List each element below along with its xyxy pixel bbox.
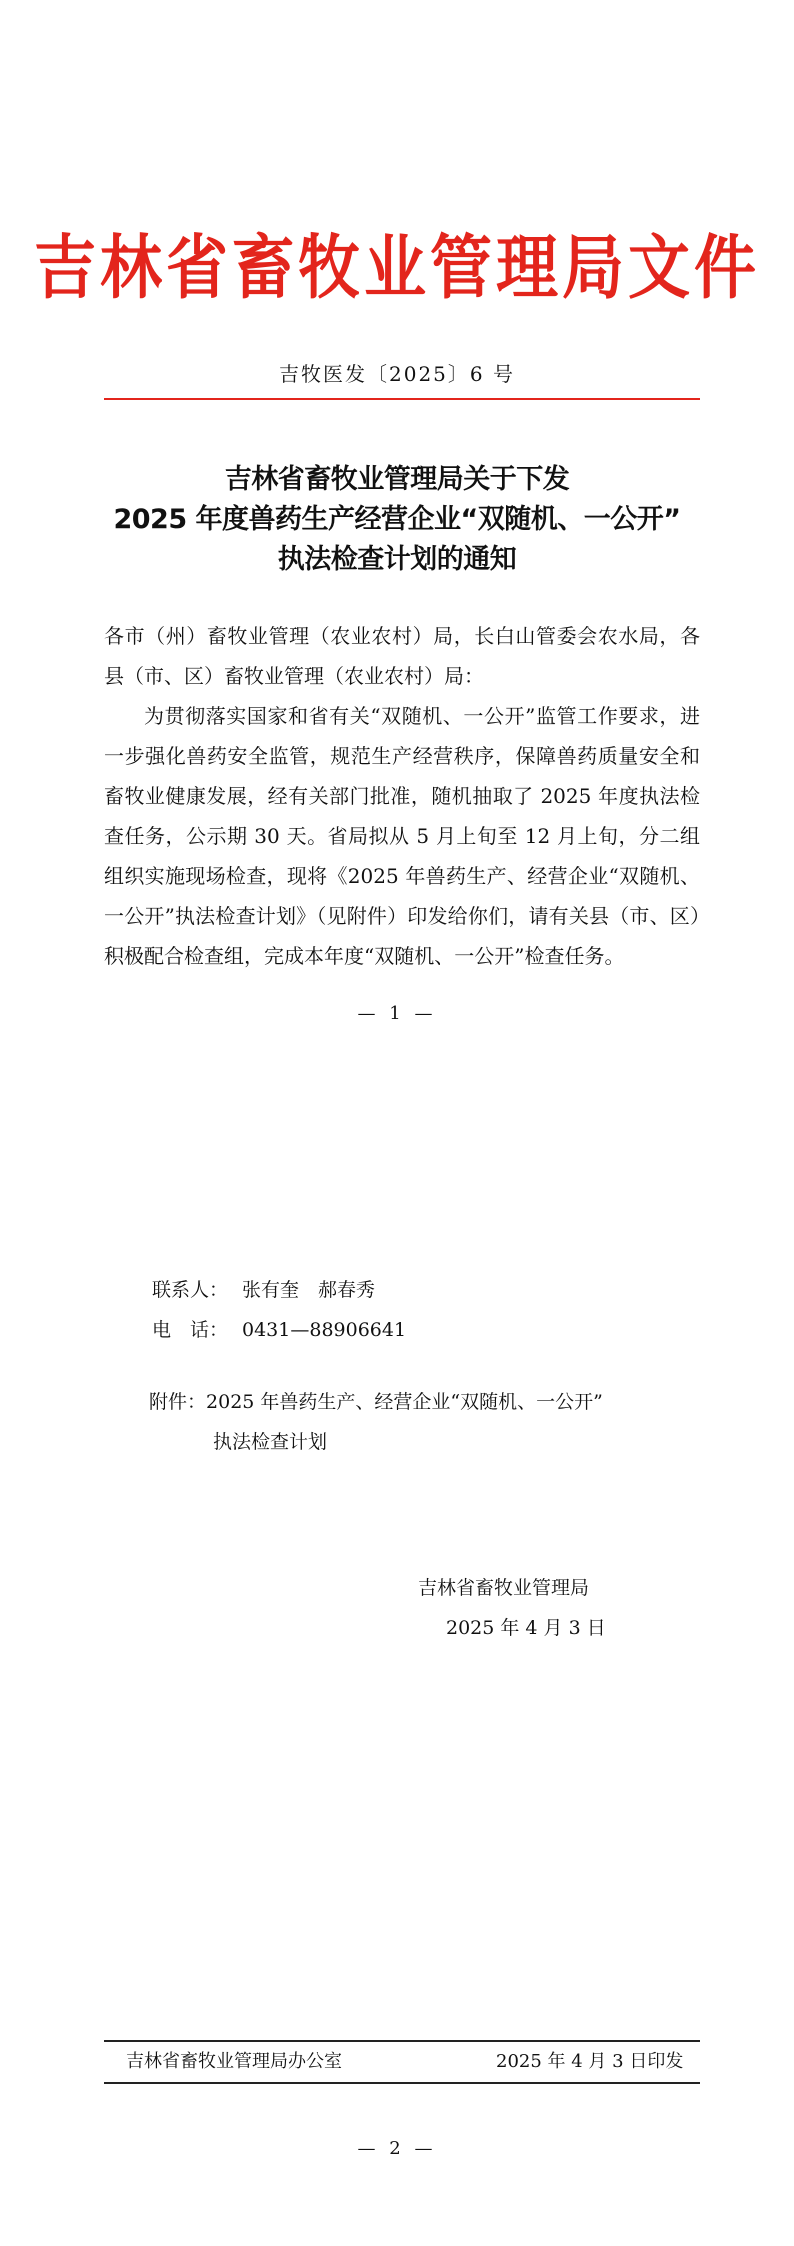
footer-issuing-office: 吉林省畜牧业管理局办公室 [126, 2051, 342, 2072]
signature-org: 吉林省畜牧业管理局 [418, 1577, 590, 1599]
attachment-block [149, 1382, 709, 1462]
contact-person-row [152, 1270, 406, 1310]
attachment-title-line-2: 执法检查计划 [213, 1431, 328, 1453]
page-number-2: — 2 — [357, 2138, 437, 2159]
notice-title [0, 460, 794, 580]
attachment-title-line-1: 2025 年兽药生产、经营企业“双随机、一公开” [206, 1391, 603, 1413]
signature-date: 2025 年 4 月 3 日 [446, 1617, 606, 1639]
footer-print-date: 2025 年 4 月 3 日印发 [496, 2051, 684, 2072]
footer-bottom-rule [104, 2082, 700, 2084]
footer-top-rule [104, 2040, 700, 2042]
body-paragraph: 为贯彻落实国家和省有关“双随机、一公开”监管工作要求，进一步强化兽药安全监管，规范生产经营秩序，保障兽药质量安全和畜牧业健康发展，经有关部门批准，随机抽取了 2025 年度执法检查任务，公示期 30 天。省局拟从 5 月上旬至 12 月上旬，分二组组织实施现场检查，现将《2025 年兽药生产、经营企业“双随机、一公开”执法检查计划》（见附件）印发给你们，请有关县（市、区）积极配合检查组，完成本年度“双随机、一公开”检查任务。 [104, 704, 700, 968]
contact-phone-value: 0431—88906641 [242, 1319, 407, 1341]
attachment-label: 附件： [149, 1391, 207, 1413]
red-header-rule [104, 398, 700, 400]
addressee: 各市（州）畜牧业管理（农业农村）局，长白山管委会农水局，各县（市、区）畜牧业管理（农业农村）局： [104, 624, 700, 688]
document-number: 吉牧医发〔2025〕6 号 [279, 362, 515, 386]
contact-person-names: 张有奎 郝春秀 [242, 1279, 376, 1301]
contact-block [152, 1270, 406, 1350]
contact-phone-label: 电 话： [152, 1319, 229, 1341]
contact-person-label: 联系人： [152, 1279, 229, 1301]
attachment-row [149, 1382, 709, 1422]
contact-phone-row [152, 1310, 406, 1350]
signature-block [418, 1568, 606, 1648]
page-number-1: — 1 — [357, 1003, 437, 1024]
document-header-title: 吉林省畜牧业管理局文件 [33, 226, 760, 309]
notice-title-line-2: 2025 年度兽药生产经营企业“双随机、一公开” [113, 504, 681, 535]
notice-title-line-3: 执法检查计划的通知 [277, 544, 517, 575]
notice-body [104, 616, 700, 976]
notice-title-line-1: 吉林省畜牧业管理局关于下发 [224, 464, 570, 495]
